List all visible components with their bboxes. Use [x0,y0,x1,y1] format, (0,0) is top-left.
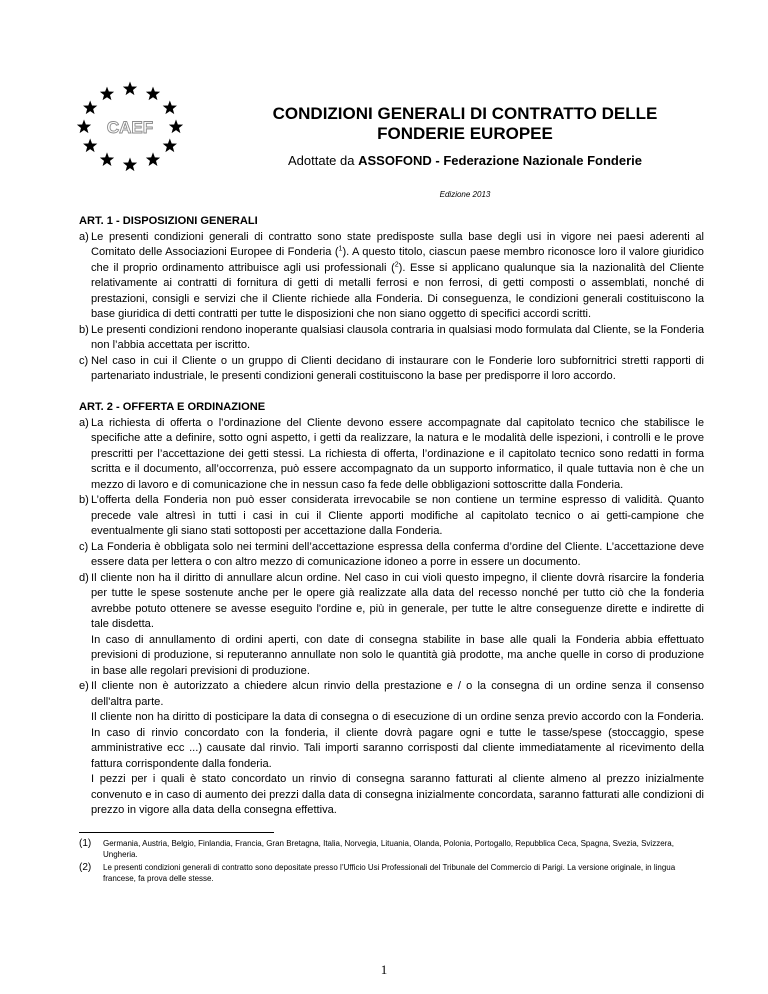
page-number: 1 [380,962,388,977]
item-label: d) [79,571,89,584]
star-icon [123,82,137,96]
item-text: Il cliente non è autorizzato a chiedere alcun rinvio della prestazione e / o la consegna di un ordine senza il consenso dell'altra parte. [91,680,704,708]
star-icon [123,158,137,172]
title-line-2: FONDERIE EUROPEE [377,124,553,143]
art1-item-a [79,230,704,323]
star-icon [83,139,97,153]
footnote-text: Germania, Austria, Belgio, Finlandia, Francia, Gran Bretagna, Italia, Norvegia, Lituania, Olanda, Polonia, Portogallo, Repubblica Ceca, Spagna, Svezia, Svizzera, Ungheria. [103,839,674,859]
star-icon [169,120,183,134]
star-icon [163,101,177,115]
adopted-organization: ASSOFOND - Federazione Nazionale Fonderie [358,153,642,168]
art2-paragraph-d: In caso di annullamento di ordini aperti, con date di consegna stabilite in base alle quali la Fonderia abbia effettuato previsioni di produzione, si reputeranno annullate non solo le quantità già prodotte, ma anche quelle in corso di produzione in base alle regolari previsioni di produzione. [91,633,704,677]
adopted-by [225,153,705,168]
art2-item-d [79,571,704,633]
footnote-divider [79,832,274,833]
title-line-1: CONDIZIONI GENERALI DI CONTRATTO DELLE [272,104,658,123]
art2-item-b [79,493,704,540]
star-icon [163,139,177,153]
star-icon [100,87,114,101]
footnote-mark: (1) [79,838,92,849]
item-text-part: ). A questo titolo, ciascun paese membro riconosce loro il valore giuridico che il proprio ordinamento attribuisce agli usi professionali ( [91,246,704,274]
art2-item-e [79,679,704,710]
art1-title: ART. 1 - DISPOSIZIONI GENERALI [79,215,258,227]
item-text: Nel caso in cui il Cliente o un gruppo di Clienti decidano di instaurare con le Fonderie loro subfornitrici stretti rapporti di partenariato industriale, le presenti condizioni generali costituiscono la base per predisporre il loro accordo. [91,354,704,382]
caef-logo [74,80,186,172]
footnote-ref-2: 2 [394,260,399,268]
logo-text: CAEF [106,118,154,137]
item-text: Il cliente non ha il diritto di annullare alcun ordine. Nel caso in cui violi questo impegno, il cliente dovrà risarcire la fonderia per tutte le spese sostenute anche per le opere già realizzate alla data del recesso nonché per tutto ciò che la fonderia avrebbe potuto ottenere se avesse eseguito l'ordine e, più in generale, per tutte le altre conseguenze dirette e indirette di tale disdetta. [91,571,704,630]
item-text: L’offerta della Fonderia non può esser considerata irrevocabile se non contiene un termine espresso di validità. Quanto precede vale altresì in tutti i casi in cui il Cliente apporti modifiche al capitolato tecnico o ai getti-campione che eventualmente gli siano stati sottoposti per accettazione dalla Fonderia. [91,494,704,537]
art2-item-a [79,416,704,494]
footnote-ref-1: 1 [338,245,343,253]
art2-item-c [79,540,704,571]
footnote-text: Le presenti condizioni generali di contratto sono depositate presso l’Ufficio Usi Professionali del Tribunale del Commercio di Parigi. La versione originale, in lingua francese, fa prova delle stesse. [103,863,676,883]
star-icon [77,120,91,134]
footnote [79,838,704,860]
star-icon [146,87,160,101]
item-label: c) [79,354,89,367]
item-label: c) [79,540,89,553]
document-body [79,214,704,819]
item-text: La richiesta di offerta o l’ordinazione del Cliente devono essere accompagnate dal capitolato tecnico che stabilisce le specifiche atte a definire, sotto ogni aspetto, i getti da realizzare, la natura e le modalità delle ispezioni, i controlli e le prove prescritti per l’accettazione dei getti stessi. La richiesta di offerta, l’ordinazione e il capitolato tecnico sono redatti in forma scritta e il documento, all’occorrenza, può essere accompagnato da un supporto informatico, il quale tuttavia non è che un mezzo di lavoro e di comunicazione che in nessun caso fa fede delle obbligazioni sottoscritte dalla Fonderia. [91,416,704,491]
art1-item-c [79,354,704,385]
document-title [225,104,705,144]
item-text-part: Le presenti condizioni generali di contratto sono state predisposte sulla base degli usi in vigore nei paesi aderenti al Comitato delle Associazioni Europee di Fonderia ( [91,230,704,258]
item-label: b) [79,323,89,336]
star-icon [100,152,114,166]
edition-label: Edizione 2013 [439,190,491,199]
item-text: La Fonderia è obbligata solo nei termini dell’accettazione espressa della conferma d’ordine del Cliente. L’accettazione deve essere data per lettera o con altro mezzo di comunicazione idoneo a porre in essere un documento. [91,540,704,568]
item-label: a) [79,416,89,429]
art2-title: ART. 2 - OFFERTA E ORDINAZIONE [79,401,266,413]
footnotes [79,838,704,886]
art2-paragraph-e1: Il cliente non ha diritto di posticipare la data di consegna o di esecuzione di un ordine senza previo accordo con la Fonderia. In caso di rinvio concordato con la fonderia, il cliente dovrà pagare ogni e tutte le tasse/spese (stoccaggio, spese amministrative ecc ...) causate dal rinvio. Tali importi saranno corrisposti dal cliente immediatamente al ricevimento della fattura corrispondente dalla fonderia. [91,711,704,770]
star-icon [146,152,160,166]
item-label: b) [79,494,89,506]
item-label: e) [79,680,89,692]
footnote-mark: (2) [79,862,92,873]
adopted-prefix: Adottate da [287,153,359,168]
item-text-part: ). Esse si applicano qualunque sia la nazionalità del Cliente relativamente ai contratti di fornitura di getti di metalli ferrosi e non ferrosi, di getti composti o assemblati, nonché di prestazioni, consigli e servizi che il Cliente richiede alla Fonderia. Di conseguenza, le condizioni generali costituiscono la base giuridica di detti contratti per tutte le disposizioni che non siano oggetto di specifici accordi scritti. [91,261,704,320]
star-icon [83,101,97,115]
art1-item-b [79,323,704,354]
art2-paragraph-e2: I pezzi per i quali è stato concordato un rinvio di consegna saranno fatturati al cliente almeno al prezzo inizialmente convenuto e in caso di aumento dei prezzi dalla data di consegna inizialmente concordata, saranno fatturati alle condizioni di prezzo in vigore alla data della consegna effettiva. [91,773,704,816]
item-text: Le presenti condizioni rendono inoperante qualsiasi clausola contraria in qualsiasi modo formulata dal Cliente, se la Fonderia non l’abbia accettata per iscritto. [91,323,704,351]
item-text [91,230,704,323]
item-label: a) [79,230,89,243]
footnote [79,862,704,884]
